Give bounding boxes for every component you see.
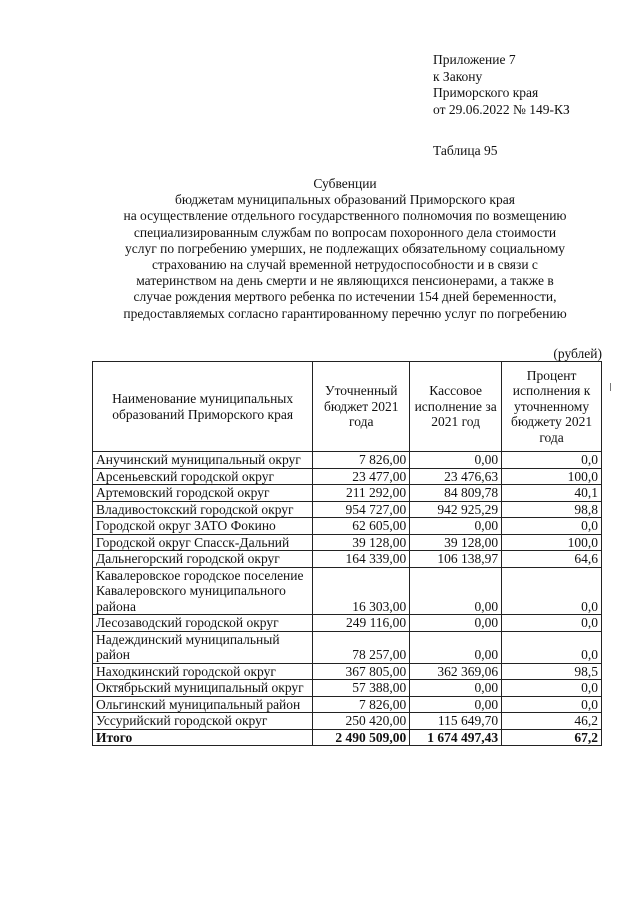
title-line: случае рождения мертвого ребенка по истечении 154 дней беременности, (133, 289, 557, 305)
municipality-name: Анучинский муниципальный округ (93, 452, 313, 469)
execution-value: 106 138,97 (410, 551, 502, 568)
execution-value: 23 476,63 (410, 468, 502, 485)
percent-value: 0,0 (502, 680, 602, 697)
column-header-execution: Кассовое исполнение за 2021 год (410, 362, 502, 452)
appendix-line: к Закону (433, 68, 483, 84)
budget-value: 954 727,00 (313, 501, 410, 518)
total-budget-value: 2 490 509,00 (313, 729, 410, 746)
table-row (93, 468, 602, 485)
budget-value: 23 477,00 (313, 468, 410, 485)
budget-value: 7 826,00 (313, 696, 410, 713)
table-row (93, 713, 602, 730)
municipality-name: Артемовский городской округ (93, 485, 313, 502)
municipality-name: Владивостокский городской округ (93, 501, 313, 518)
execution-value: 362 369,06 (410, 663, 502, 680)
budget-value: 39 128,00 (313, 534, 410, 551)
municipality-name: Дальнегорский городской округ (93, 551, 313, 568)
execution-value: 0,00 (410, 680, 502, 697)
appendix-reference (433, 52, 570, 118)
table-row (93, 452, 602, 469)
percent-value: 0,0 (502, 567, 602, 615)
table-row (93, 631, 602, 663)
table-row (93, 567, 602, 615)
title-line: специализированным службам по вопросам похоронного дела стоимости (133, 224, 557, 240)
municipality-name: Лесозаводский городской округ (93, 615, 313, 632)
percent-value: 0,0 (502, 631, 602, 663)
table-body (93, 452, 602, 746)
percent-value: 98,8 (502, 501, 602, 518)
municipality-name: Ольгинский муниципальный район (93, 696, 313, 713)
appendix-line: от 29.06.2022 № 149-КЗ (433, 101, 570, 117)
units-label: (рублей) (553, 346, 602, 361)
budget-value: 164 339,00 (313, 551, 410, 568)
table-row (93, 485, 602, 502)
title-line: материнством на день смерти и не являющихся пенсионерами, а также в (136, 273, 554, 289)
total-label: Итого (93, 729, 313, 746)
municipality-name: Кавалеровское городское поселение Кавалеровского муниципального района (93, 567, 313, 615)
percent-value: 98,5 (502, 663, 602, 680)
table-number: Таблица 95 (433, 143, 498, 158)
percent-value: 100,0 (502, 468, 602, 485)
table-row (93, 501, 602, 518)
execution-value: 39 128,00 (410, 534, 502, 551)
document-title (90, 176, 600, 322)
municipality-name: Октябрьский муниципальный округ (93, 680, 313, 697)
budget-value: 16 303,00 (313, 567, 410, 615)
table-row (93, 696, 602, 713)
execution-value: 115 649,70 (410, 713, 502, 730)
table-row (93, 680, 602, 697)
municipality-name: Арсеньевский городской округ (93, 468, 313, 485)
percent-value: 46,2 (502, 713, 602, 730)
budget-value: 250 420,00 (313, 713, 410, 730)
execution-value: 84 809,78 (410, 485, 502, 502)
execution-value: 0,00 (410, 631, 502, 663)
municipality-name: Надеждинский муниципальный район (93, 631, 313, 663)
execution-value: 0,00 (410, 696, 502, 713)
municipality-name: Городской округ Спасск-Дальний (93, 534, 313, 551)
title-heading: Субвенции (313, 176, 377, 191)
title-line: предоставляемых согласно гарантированному перечню услуг по погребению (123, 305, 567, 321)
percent-value: 40,1 (502, 485, 602, 502)
margin-mark (610, 383, 611, 391)
subvention-table (92, 361, 602, 746)
column-header-name: Наименование муниципальных образований Приморского края (93, 362, 313, 452)
budget-value: 57 388,00 (313, 680, 410, 697)
municipality-name: Уссурийский городской округ (93, 713, 313, 730)
title-line: на осуществление отдельного государственного полномочия по возмещению (123, 208, 567, 224)
execution-value: 0,00 (410, 452, 502, 469)
title-line: услуг по погребению умерших, не подлежащих обязательному социальному (125, 240, 565, 256)
title-line: страхованию на случай временной нетрудоспособности и в связи с (152, 257, 538, 273)
table-row (93, 663, 602, 680)
appendix-line: Приложение 7 (433, 52, 516, 67)
total-execution-value: 1 674 497,43 (410, 729, 502, 746)
budget-value: 78 257,00 (313, 631, 410, 663)
budget-value: 211 292,00 (313, 485, 410, 502)
percent-value: 0,0 (502, 696, 602, 713)
title-line: бюджетам муниципальных образований Приморского края (175, 192, 515, 208)
percent-value: 64,6 (502, 551, 602, 568)
percent-value: 0,0 (502, 452, 602, 469)
percent-value: 0,0 (502, 518, 602, 535)
budget-value: 249 116,00 (313, 615, 410, 632)
column-header-percent: Процент исполнения к уточненному бюджету 2021 года (502, 362, 602, 452)
budget-value: 367 805,00 (313, 663, 410, 680)
table-row (93, 551, 602, 568)
appendix-line: Приморского края (433, 85, 539, 100)
municipality-name: Находкинский городской округ (93, 663, 313, 680)
total-percent-value: 67,2 (502, 729, 602, 746)
table-row (93, 615, 602, 632)
execution-value: 0,00 (410, 518, 502, 535)
table-header-row (93, 362, 602, 452)
execution-value: 0,00 (410, 567, 502, 615)
table-row (93, 534, 602, 551)
column-header-budget: Уточненный бюджет 2021 года (313, 362, 410, 452)
budget-value: 7 826,00 (313, 452, 410, 469)
percent-value: 100,0 (502, 534, 602, 551)
budget-value: 62 605,00 (313, 518, 410, 535)
municipality-name: Городской округ ЗАТО Фокино (93, 518, 313, 535)
percent-value: 0,0 (502, 615, 602, 632)
execution-value: 942 925,29 (410, 501, 502, 518)
table-total-row (93, 729, 602, 746)
execution-value: 0,00 (410, 615, 502, 632)
table-row (93, 518, 602, 535)
